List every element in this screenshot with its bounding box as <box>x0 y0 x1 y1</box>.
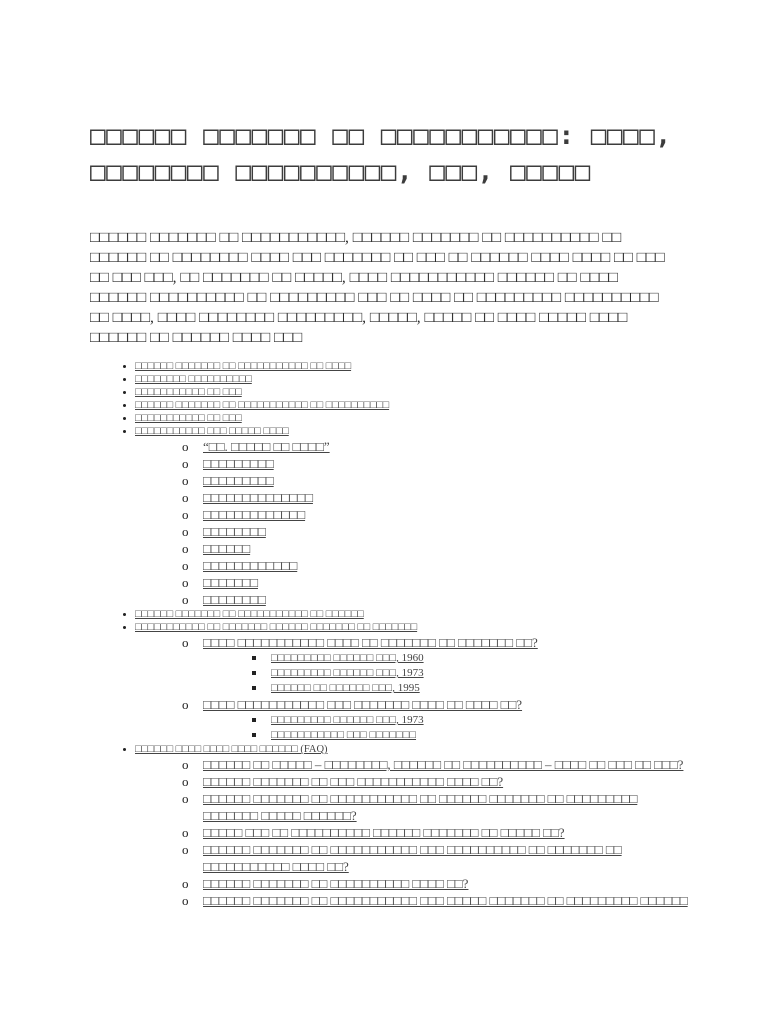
toc-subitem <box>203 455 690 472</box>
table-of-contents <box>90 360 690 909</box>
toc-subitem <box>203 574 690 591</box>
page-title: □□□□□□ □□□□□□□ □□ □□□□□□□□□□□: □□□□, □□□□□□□□ □□□□□□□□□□, □□□, □□□□□ <box>90 121 672 187</box>
toc-link[interactable]: □□□□□□ <box>203 541 251 556</box>
toc-link[interactable]: □□□□□□□□□ □□□□□□ □□□, 1960 <box>271 652 424 664</box>
toc-link[interactable]: □□□□□□ □□ □□□□□□ □□□, 1995 <box>271 682 420 694</box>
toc-subitem <box>203 696 690 743</box>
toc-subitem <box>203 875 690 892</box>
document-page <box>90 118 690 909</box>
intro-paragraph: □□□□□□ □□□□□□□ □□ □□□□□□□□□□□, □□□□□□ □□□□□□□ □□ □□□□□□□□□□ □□ □□□□□□ □□ □□□□□□□□ □□□□ □□□ □□□□□□□ □□ □□□ □□ □□□□□□ □□□□ □□□□ □□ □□□ □□ □□□ □□□, □□ □□□□□□□ □□ □□□□□, □□□□ □□□□□□□□□□□ □□□□□□ □□ □□□□ □□□□□□ □□□□□□□□□□ □□ □□□□□□□□□ □□□ □□ □□□□ □□ □□□□□□□□□ □□□□□□□□□□ □□ □□□□, □□□□ □□□□□□□□ □□□□□□□□□, □□□□□, □□□□□ □□ □□□□ □□□□□ □□□□ □□□□□□ □□ □□□□□□ □□□□ □□□ <box>90 229 665 346</box>
toc-link[interactable]: □□□□□□ □□□□□□□ □□ □□□□□□□□□□□ □□□ □□□□□ □□□□□□□ □□ □□□□□□□□□ □□□□□□ <box>203 893 688 908</box>
toc-link[interactable]: □□□□□□□□□ <box>203 473 274 488</box>
toc-subitem <box>203 523 690 540</box>
toc-link[interactable]: □□□□□□ □□□□□□□ □□ □□□□□□□□□□□ □□ □□□□□□□□□□ <box>135 400 390 411</box>
toc-subitem <box>203 824 690 841</box>
toc-link[interactable]: □□□□□□ □□□□□□□ □□ □□□□□□□□□□ □□□□ □□? <box>203 876 469 891</box>
toc-subsubitem <box>271 713 690 728</box>
toc-subitem <box>203 756 690 773</box>
toc-link[interactable]: □□□□ □□□□□□□□□□□ □□□ □□□□□□□ □□□□ □□ □□□□ □□? <box>203 697 523 712</box>
toc-item <box>135 621 690 743</box>
toc-link[interactable]: □□□□□□□ <box>203 575 258 590</box>
toc-item <box>135 425 690 608</box>
toc-link[interactable]: □□□□□□□□ <box>203 592 266 607</box>
toc-subitem <box>203 773 690 790</box>
toc-sublist <box>135 756 690 909</box>
toc-link[interactable]: □□□□□□□□ <box>203 524 266 539</box>
toc-subsubitem <box>271 681 690 696</box>
toc-subitem <box>203 489 690 506</box>
toc-link[interactable]: □□□□□□□□□□□ □□ □□□□□□□ □□□□□□ □□□□□□□ □□ □□□□□□□ <box>135 622 418 633</box>
toc-link[interactable]: □□□□□□ □□□□□□□ □□ □□□□□□□□□□□ □□□ □□□□□□□□□□ □□ □□□□□□□ □□ □□□□□□□□□□□ □□□□ □□? <box>203 842 622 874</box>
toc-sublist <box>135 634 690 743</box>
toc-subitem <box>203 591 690 608</box>
toc-subitem <box>203 841 690 875</box>
toc-link[interactable]: □□□□□□□□□□□□□□ <box>203 490 313 505</box>
toc-item <box>135 373 690 386</box>
toc-link[interactable]: □□□□□□□□ □□□□□□□□□□ <box>135 374 252 385</box>
toc-item <box>135 399 690 412</box>
toc-subsublist <box>203 651 690 696</box>
toc-link[interactable]: □□□□ □□□□□□□□□□□ □□□□ □□ □□□□□□□ □□ □□□□□□□ □□? <box>203 635 538 650</box>
toc-link[interactable]: □□□□□□ □□□□ □□□□ □□□□ □□□□□□ (FAQ) <box>135 744 328 755</box>
toc-link[interactable]: □□□□□□□□□□□□ <box>203 558 298 573</box>
toc-subsubitem <box>271 666 690 681</box>
toc-item <box>135 608 690 621</box>
toc-link[interactable]: “□□. □□□□□ □□ □□□□” <box>203 439 330 454</box>
toc-link[interactable]: □□□□□□ □□□□□□□ □□ □□□□□□□□□□□ □□ □□□□ <box>135 361 352 372</box>
toc-link[interactable]: □□□□□□□□□□□ □□ □□□ <box>135 387 242 398</box>
toc-item <box>135 386 690 399</box>
toc-item <box>135 743 690 909</box>
toc-subsublist <box>203 713 690 743</box>
toc-item <box>135 412 690 425</box>
toc-subitem <box>203 557 690 574</box>
toc-link[interactable]: □□□□□□ □□□□□□□ □□ □□□□□□□□□□□ □□ □□□□□□ <box>135 609 364 620</box>
toc-link[interactable]: □□□□□□□□□ <box>203 456 274 471</box>
toc-link[interactable]: □□□□□□ □□□□□□□ □□ □□□ □□□□□□□□□□□ □□□□ □□? <box>203 774 504 789</box>
toc-subitem <box>203 472 690 489</box>
toc-link[interactable]: □□□□□□ □□ □□□□□ – □□□□□□□□, □□□□□□ □□ □□□□□□□□□□ – □□□□ □□ □□□ □□ □□□? <box>203 757 684 772</box>
toc-link[interactable]: □□□□□□□□□□□ □□ □□□ <box>135 413 242 424</box>
toc-link[interactable]: □□□□□□□□□ □□□□□□ □□□, 1973 <box>271 714 424 726</box>
toc-link[interactable]: □□□□□□□□□□□ □□□ □□□□□ □□□□ <box>135 426 289 437</box>
toc-subsubitem <box>271 728 690 743</box>
toc-link[interactable]: □□□□□□□□□□□□□ <box>203 507 306 522</box>
toc-subitem <box>203 506 690 523</box>
toc-link[interactable]: □□□□□□ □□□□□□□ □□ □□□□□□□□□□□ □□ □□□□□□ □□□□□□□ □□ □□□□□□□□□ □□□□□□□ □□□□□ □□□□□□? <box>203 791 638 823</box>
toc-subitem <box>203 790 690 824</box>
toc-sublist <box>135 438 690 608</box>
toc-link[interactable]: □□□□□□□□□ □□□□□□ □□□, 1973 <box>271 667 424 679</box>
toc-subitem <box>203 634 690 696</box>
toc-link[interactable]: □□□□□ □□□ □□ □□□□□□□□□□ □□□□□□ □□□□□□□ □□ □□□□□ □□? <box>203 825 565 840</box>
toc-subitem <box>203 438 690 455</box>
toc-item <box>135 360 690 373</box>
toc-subitem <box>203 540 690 557</box>
toc-link[interactable]: □□□□□□□□□□□ □□□ □□□□□□□ <box>271 729 417 741</box>
toc-subitem <box>203 892 690 909</box>
toc-subsubitem <box>271 651 690 666</box>
